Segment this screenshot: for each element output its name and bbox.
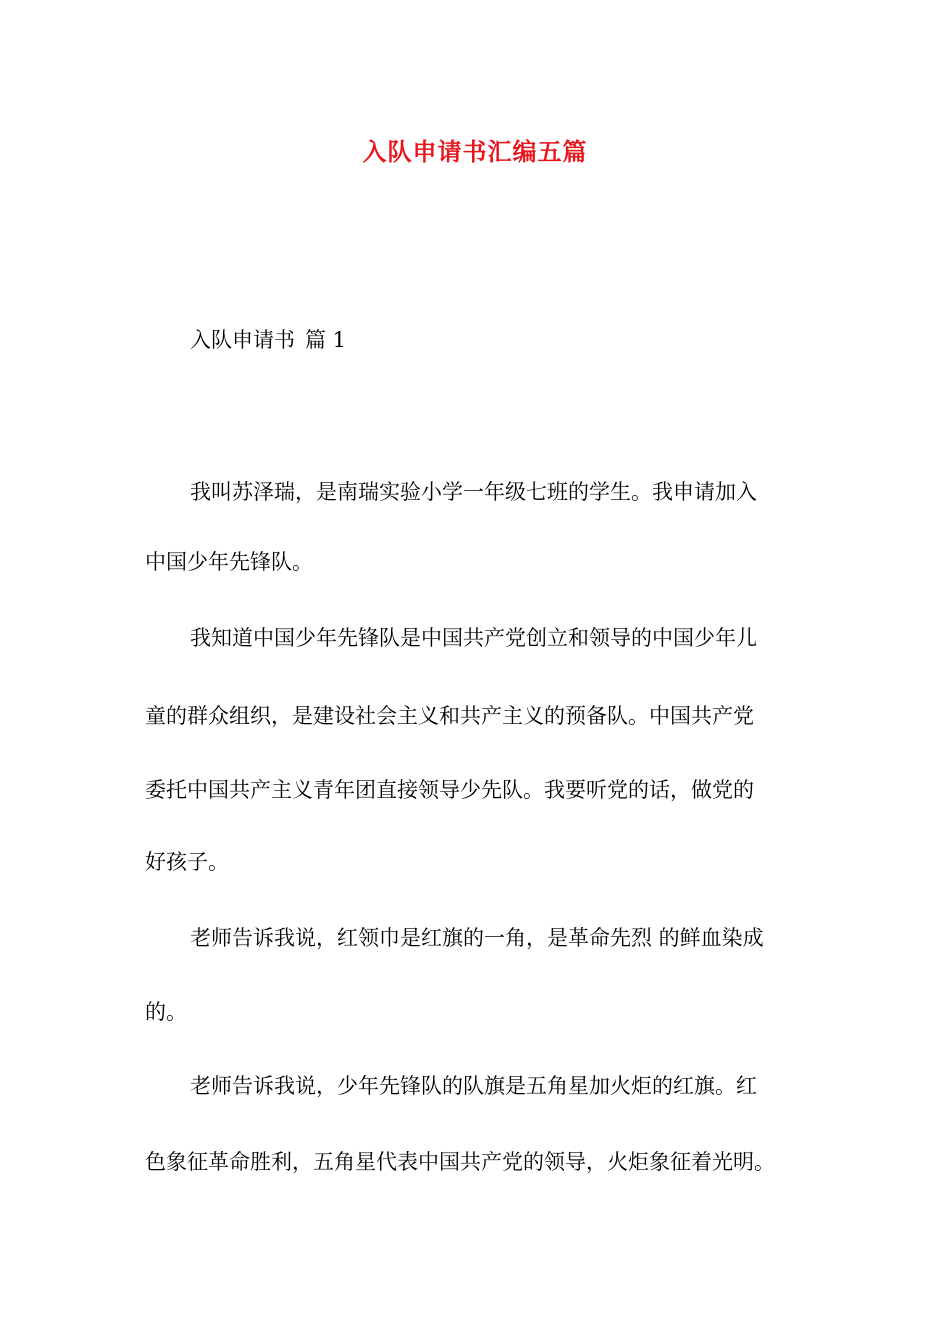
paragraph-line: 中国少年先锋队。 bbox=[145, 550, 313, 574]
paragraph-line: 童的群众组织，是建设社会主义和共产主义的预备队。中国共产党 bbox=[145, 704, 754, 728]
paragraph-line: 老师告诉我说，少年先锋队的队旗是五角星加火炬的红旗。红 bbox=[190, 1074, 757, 1098]
paragraph-line: 好孩子。 bbox=[145, 850, 229, 874]
paragraph-line: 我知道中国少年先锋队是中国共产党创立和领导的中国少年儿 bbox=[190, 626, 757, 650]
section-heading-text: 入队申请书 bbox=[190, 328, 295, 352]
paragraph-line: 我叫苏泽瑞，是南瑞实验小学一年级七班的学生。我申请加入 bbox=[190, 480, 757, 504]
section-number: 篇 1 bbox=[305, 328, 347, 352]
document-title: 入队申请书汇编五篇 bbox=[362, 137, 588, 166]
paragraph-line: 色象征革命胜利，五角星代表中国共产党的领导，火炬象征着光明。 bbox=[145, 1150, 775, 1174]
paragraph-line: 委托中国共产主义青年团直接领导少先队。我要听党的话，做党的 bbox=[145, 778, 754, 802]
paragraph-line: 的。 bbox=[145, 1000, 187, 1024]
paragraph-line: 老师告诉我说，红领巾是红旗的一角，是革命先烈 的鲜血染成 bbox=[190, 926, 764, 950]
section-heading bbox=[190, 324, 346, 356]
